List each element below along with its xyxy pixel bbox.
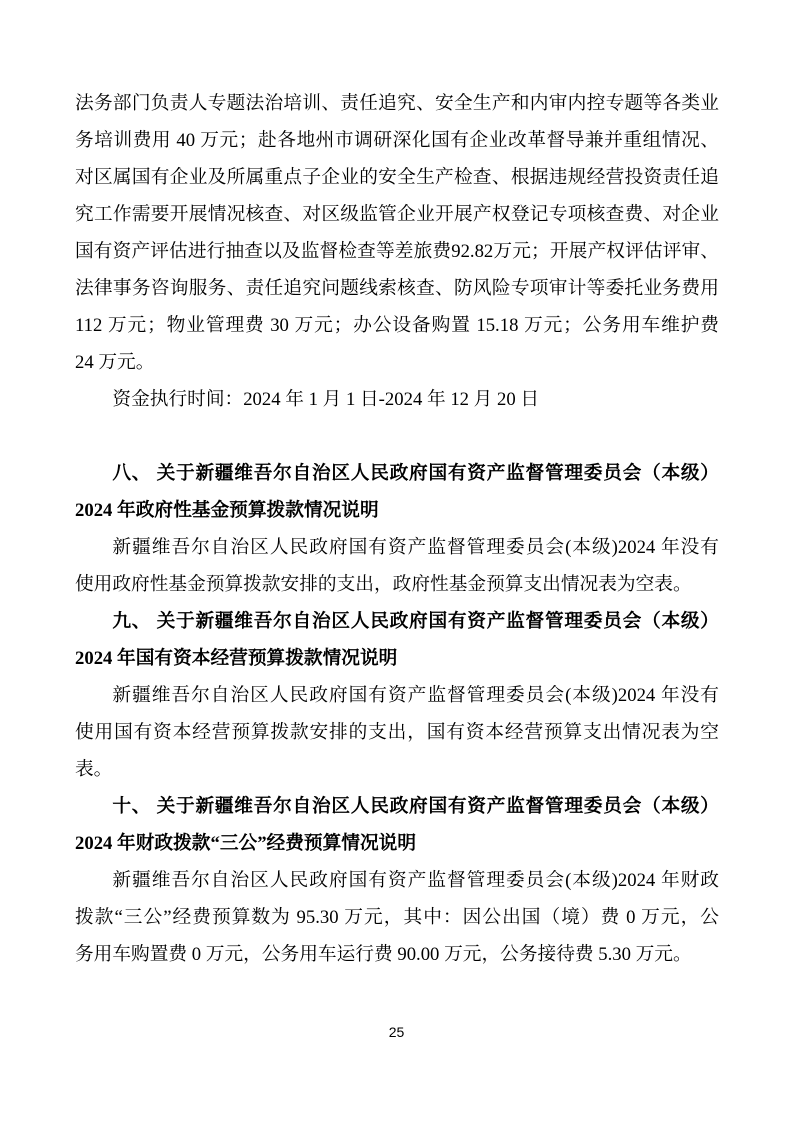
text-line: 对区属国有企业及所属重点子企业的安全生产检查、根据违规经营投资责任追 bbox=[75, 167, 719, 188]
text-line: 务培训费用 40 万元；赴各地州市调研深化国有企业改革督导兼并重组情况、 bbox=[75, 130, 719, 151]
heading-line: 2024 年财政拨款“三公”经费预算情况说明 bbox=[75, 833, 417, 854]
heading-line: 2024 年政府性基金预算拨款情况说明 bbox=[75, 500, 379, 521]
text-line: 使用国有资本经营预算拨款安排的支出，国有资本经营预算支出情况表为空 bbox=[75, 722, 719, 743]
text-line: 24 万元。 bbox=[75, 352, 155, 373]
heading-line: 2024 年国有资本经营预算拨款情况说明 bbox=[75, 648, 398, 669]
text-line: 法务部门负责人专题法治培训、责任追究、安全生产和内审内控专题等各类业 bbox=[75, 93, 719, 114]
heading-line: 十、 关于新疆维吾尔自治区人民政府国有资产监督管理委员会（本级） bbox=[112, 796, 719, 817]
text-line: 务用车购置费 0 万元，公务用车运行费 90.00 万元，公务接待费 5.30 万元。 bbox=[75, 944, 692, 965]
heading-line: 八、 关于新疆维吾尔自治区人民政府国有资产监督管理委员会（本级） bbox=[112, 463, 719, 484]
text-line: 新疆维吾尔自治区人民政府国有资产监督管理委员会(本级)2024 年财政 bbox=[112, 870, 719, 891]
text-line: 拨款“三公”经费预算数为 95.30 万元，其中：因公出国（境）费 0 万元，公 bbox=[75, 907, 719, 928]
text-line: 新疆维吾尔自治区人民政府国有资产监督管理委员会(本级)2024 年没有 bbox=[112, 537, 719, 558]
text-line: 使用政府性基金预算拨款安排的支出，政府性基金预算支出情况表为空表。 bbox=[75, 574, 692, 595]
text-line: 法律事务咨询服务、责任追究问题线索核查、防风险专项审计等委托业务费用 bbox=[75, 278, 719, 299]
text-line: 新疆维吾尔自治区人民政府国有资产监督管理委员会(本级)2024 年没有 bbox=[112, 685, 719, 706]
heading-line: 九、 关于新疆维吾尔自治区人民政府国有资产监督管理委员会（本级） bbox=[112, 611, 719, 632]
text-line: 国有资产评估进行抽查以及监督检查等差旅费92.82万元；开展产权评估评审、 bbox=[75, 241, 719, 262]
text-line: 表。 bbox=[75, 759, 113, 780]
blank-line bbox=[75, 418, 719, 455]
page-number: 25 bbox=[388, 1024, 405, 1040]
text-line: 资金执行时间：2024 年 1 月 1 日-2024 年 12 月 20 日 bbox=[112, 389, 540, 410]
text-line: 究工作需要开展情况核查、对区级监管企业开展产权登记专项核查费、对企业 bbox=[75, 204, 719, 225]
text-line: 112 万元；物业管理费 30 万元；办公设备购置 15.18 万元；公务用车维护费 bbox=[75, 315, 719, 336]
